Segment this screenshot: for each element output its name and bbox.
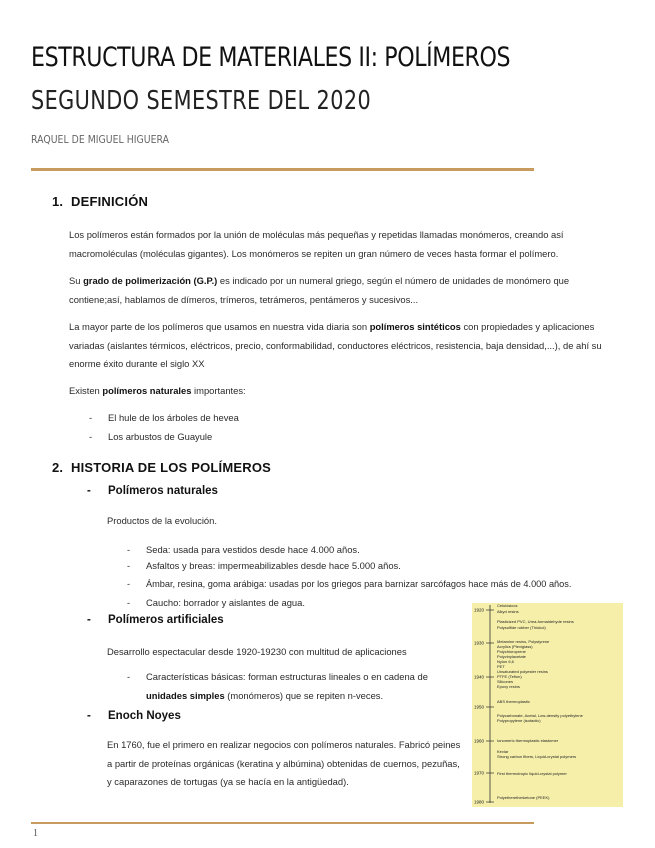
timeline-entry: Polyvinylacetate [497, 654, 526, 659]
section-number: 2. [52, 460, 64, 475]
timeline-entry: ABS thermoplastic [497, 699, 530, 704]
timeline-graphic [472, 603, 623, 807]
author-name: RAQUEL DE MIGUEL HIGUERA [31, 133, 170, 146]
timeline-year: 1930 [474, 640, 485, 646]
list-item: - Asfaltos y breas: impermeabilizables desde hace 5.000 años. [127, 560, 401, 571]
timeline-entry: Melamine resins, Polystyrene [497, 639, 550, 644]
section-heading-definicion [52, 194, 148, 209]
list-item: - Caucho: borrador y aislantes de agua. [127, 597, 305, 608]
document-title: ESTRUCTURA DE MATERIALES II: POLÍMEROS [31, 42, 511, 73]
section-number: 1. [52, 194, 64, 209]
definicion-paragraph-2: Su grado de polimerización (G.P.) es indicado por un numeral griego, según el número de unidades de monómero que contiene;así, hablamos de dímeros, trímeros, tetrámeros, pentámeros y sucesivos... [69, 275, 570, 305]
timeline-entry: Polypropylene (isotactic) [497, 718, 541, 723]
timeline-entry: Silicones [497, 679, 514, 684]
timeline-year: 1950 [474, 704, 485, 710]
timeline-entry: Polychloroprene [497, 649, 526, 654]
timeline-entry: Ionomeric thermoplastic elastomer [497, 738, 559, 743]
timeline-entry: Polycarbonate, Acetal, Low-density polyethylene [497, 713, 583, 718]
artificiales-characteristics: - Características básicas: forman estructuras lineales o en cadena de unidades simples (monómeros) que se repiten n-veces. [127, 671, 428, 701]
timeline-entry: Kevlar [497, 749, 509, 754]
list-item: - Seda: usada para vestidos desde hace 4.000 años. [127, 544, 360, 555]
subheading-enoch-noyes: - Enoch Noyes [87, 710, 181, 722]
timeline-entry: Nylon 6,6 [497, 659, 514, 664]
timeline-entry: Strong carbon fibers, Liquid-crystal polymers [497, 754, 577, 759]
section-title: HISTORIA DE LOS POLÍMEROS [71, 460, 272, 475]
timeline-year: 1980 [474, 799, 485, 805]
footer-divider [31, 822, 534, 824]
list-item: - Ámbar, resina, goma arábiga: usadas por los griegos para barnizar sarcófagos hace más de 4.000 años. [127, 579, 572, 589]
timeline-entry: Polysulfide rubber (Thiokol) [497, 625, 546, 630]
timeline-year: 1940 [474, 674, 485, 680]
list-item: - Los arbustos de Guayule [89, 431, 213, 442]
timeline-entry: Unsaturated polyester resins [497, 669, 548, 674]
timeline-entry: PTFE (Teflon) [497, 674, 522, 679]
noyes-paragraph: En 1760, fue el primero en realizar negocios con polímeros naturales. Fabricó peines a partir de proteínas orgánicas (keratina y albúmina) obtenidas de cuernos, pezuñas, y caparazones de tortugas (ya se hacía en la antigüedad). [107, 739, 461, 787]
naturales-intro: Productos de la evolución. [107, 515, 217, 526]
timeline-entry: Polyetheretherketone (PEEK) [497, 795, 550, 800]
timeline-entry: Plasticized PVC, Urea-formaldehyde resins [497, 619, 574, 624]
timeline-entry: PET [497, 664, 505, 669]
subheading-polimeros-artificiales: - Polímeros artificiales [87, 614, 224, 626]
definicion-paragraph-1: Los polímeros están formados por la unión de moléculas más pequeñas y repetidas llamadas monómeros, creando así macromoléculas (moléculas gigantes). Los monómeros se repiten un gran número de veces hasta formar el polímero. [69, 229, 564, 259]
page-number: 1 [33, 828, 38, 839]
timeline-entry: Celulósicos [497, 603, 518, 608]
definicion-paragraph-4: Existen polímeros naturales importantes: [69, 385, 246, 396]
timeline-year: 1970 [474, 770, 485, 776]
timeline-entry: First thermotropic liquid-crystal polymer [497, 771, 567, 776]
timeline-entry: Alkyd resins [497, 609, 519, 614]
subheading-polimeros-naturales: - Polímeros naturales [87, 485, 218, 497]
timeline-entry: Acrylics (Plexiglass) [497, 644, 533, 649]
header-divider [31, 168, 534, 171]
polymer-timeline-figure [472, 603, 623, 807]
artificiales-intro: Desarrollo espectacular desde 1920-19230 con multitud de aplicaciones [107, 646, 407, 657]
timeline-entry: Epoxy resins [497, 684, 520, 689]
timeline-year: 1960 [474, 738, 485, 744]
timeline-year: 1920 [474, 607, 485, 613]
definicion-paragraph-3: La mayor parte de los polímeros que usamos en nuestra vida diaria son polímeros sintéticos con propiedades y aplicaciones variadas (aislantes térmicos, eléctricos, precio, conformabilidad, conductores eléctricos, resistencia, baja densidad,...), de ahí su enorme éxito durante el siglo XX [69, 321, 602, 369]
list-item: - El hule de los árboles de hevea [89, 412, 239, 423]
document-subtitle: SEGUNDO SEMESTRE DEL 2020 [31, 86, 372, 116]
section-title: DEFINICIÓN [71, 194, 149, 209]
section-heading-historia [52, 460, 271, 475]
